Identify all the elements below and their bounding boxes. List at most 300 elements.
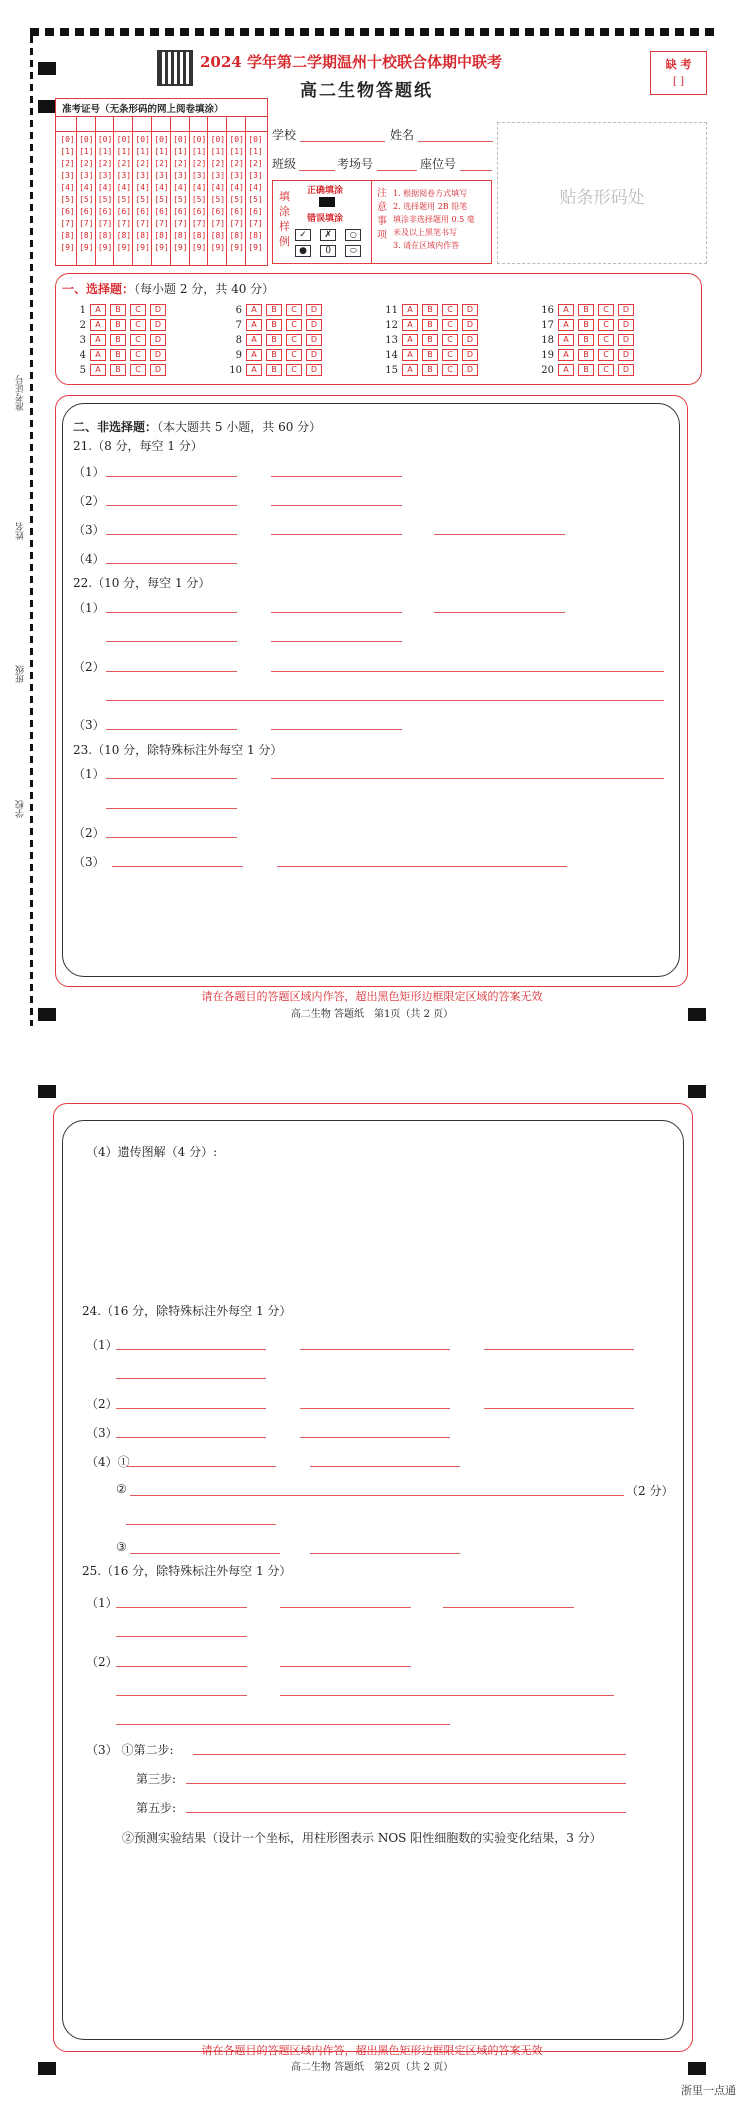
exam-number-column xyxy=(115,134,132,254)
mc-option-bubble[interactable]: D xyxy=(150,364,166,376)
q22-1-blank-d[interactable] xyxy=(106,641,237,642)
q21-1-blank-a[interactable] xyxy=(106,476,237,477)
exam-number-bubble[interactable]: [4] xyxy=(173,183,188,192)
q24-2-blank-a[interactable] xyxy=(116,1408,266,1409)
mc-question-number: 7 xyxy=(235,319,242,331)
exam-number-bubble[interactable]: [1] xyxy=(135,147,150,156)
q24-3-blank-b[interactable] xyxy=(300,1437,450,1438)
exam-number-bubble[interactable]: [4] xyxy=(135,183,150,192)
mc-option-bubble[interactable]: D xyxy=(150,349,166,361)
exam-number-bubble[interactable]: [2] xyxy=(210,159,226,168)
mc-option-bubble[interactable]: A xyxy=(558,364,574,376)
exam-number-bubble[interactable]: [1] xyxy=(173,147,188,156)
q22-3-blank-b[interactable] xyxy=(271,729,402,730)
q23-3-blank-b[interactable] xyxy=(277,866,567,867)
mc-option-bubble[interactable]: D xyxy=(462,364,478,376)
mc-option-bubble[interactable]: C xyxy=(442,319,458,331)
mc-question-row xyxy=(538,304,638,316)
exam-number-bubble[interactable]: [4] xyxy=(229,183,244,192)
exam-number-bubble[interactable]: [6] xyxy=(191,207,207,216)
exam-number-bubble[interactable]: [3] xyxy=(229,171,244,180)
mc-option-bubble[interactable]: A xyxy=(558,349,574,361)
exam-number-bubble[interactable]: [9] xyxy=(229,243,244,252)
exam-number-bubble[interactable]: [0] xyxy=(191,135,207,144)
q22-1-blank-a[interactable] xyxy=(106,612,237,613)
mc-option-bubble[interactable]: A xyxy=(558,319,574,331)
mc-question-row xyxy=(70,304,170,316)
mc-option-bubble[interactable]: D xyxy=(150,319,166,331)
mc-option-bubble[interactable]: C xyxy=(442,364,458,376)
mc-option-bubble[interactable]: B xyxy=(266,364,282,376)
mc-option-bubble[interactable]: A xyxy=(90,319,106,331)
side-label-name: 姓名 xyxy=(16,522,26,540)
exam-number-bubble[interactable]: [1] xyxy=(191,147,207,156)
q24-4-blank-c[interactable] xyxy=(130,1495,624,1496)
exam-number-bubble[interactable]: [0] xyxy=(60,135,75,144)
mc-option-bubble[interactable]: C xyxy=(286,304,302,316)
mc-option-bubble[interactable]: D xyxy=(306,349,322,361)
mc-option-bubble[interactable]: C xyxy=(130,349,146,361)
q22-2-blank-c[interactable] xyxy=(106,700,664,701)
q23-1-blank-b[interactable] xyxy=(271,778,664,779)
exam-number-bubble[interactable]: [5] xyxy=(60,195,75,204)
exam-title: 2024 学年第二学期温州十校联合体期中联考 xyxy=(200,53,502,71)
q24-1-blank-d[interactable] xyxy=(116,1378,266,1379)
exam-number-bubble[interactable]: [9] xyxy=(79,243,94,252)
mc-option-bubble[interactable]: A xyxy=(90,349,106,361)
mc-option-bubble[interactable]: B xyxy=(110,349,126,361)
mc-option-bubble[interactable]: D xyxy=(306,364,322,376)
exam-number-bubble[interactable]: [7] xyxy=(97,219,113,228)
mc-option-bubble[interactable]: D xyxy=(618,349,634,361)
mc-option-bubble[interactable]: D xyxy=(306,334,322,346)
q25-2-blank-b[interactable] xyxy=(280,1666,411,1667)
q24-4-blank-d[interactable] xyxy=(126,1524,276,1525)
q21-4-blank-a[interactable] xyxy=(106,563,237,564)
q24-1-label: （1） xyxy=(86,1338,118,1352)
side-label-class: 班级 xyxy=(16,665,26,683)
school-field[interactable] xyxy=(272,126,296,143)
q25-heading: 25.（16 分，除特殊标注外每空 1 分） xyxy=(82,1564,292,1578)
side-label-school: 学校 xyxy=(16,800,26,818)
exam-room-field[interactable] xyxy=(337,155,373,172)
mc-option-bubble[interactable]: B xyxy=(266,304,282,316)
q24-1-blank-c[interactable] xyxy=(484,1349,634,1350)
q24-1-blank-a[interactable] xyxy=(116,1349,266,1350)
q24-2-blank-c[interactable] xyxy=(484,1408,634,1409)
exam-number-bubble[interactable]: [9] xyxy=(248,243,263,252)
exam-number-bubble[interactable]: [5] xyxy=(191,195,207,204)
mc-question-row xyxy=(70,349,170,361)
q25-2-blank-a[interactable] xyxy=(116,1666,247,1667)
q23-1-blank-a[interactable] xyxy=(106,778,237,779)
exam-number-bubble[interactable]: [4] xyxy=(97,183,113,192)
mc-option-bubble[interactable]: D xyxy=(462,349,478,361)
q23-3-blank-a[interactable] xyxy=(112,866,243,867)
exam-number-bubble[interactable]: [9] xyxy=(154,243,169,252)
mc-option-bubble[interactable]: D xyxy=(150,304,166,316)
exam-number-bubble[interactable]: [0] xyxy=(173,135,188,144)
mc-option-bubble[interactable]: A xyxy=(246,364,262,376)
mc-option-bubble[interactable]: C xyxy=(286,334,302,346)
q22-3-blank-a[interactable] xyxy=(106,729,237,730)
exam-number-bubble[interactable]: [5] xyxy=(116,195,132,204)
mc-option-bubble[interactable]: C xyxy=(442,349,458,361)
exam-number-bubble[interactable]: [6] xyxy=(248,207,263,216)
exam-number-bubble[interactable]: [1] xyxy=(79,147,94,156)
mc-option-bubble[interactable]: B xyxy=(422,364,438,376)
name-label: 姓名 xyxy=(390,128,415,142)
exam-number-bubble[interactable]: [9] xyxy=(97,243,113,252)
mc-option-bubble[interactable]: C xyxy=(130,334,146,346)
exam-number-bubble[interactable]: [6] xyxy=(210,207,226,216)
mc-option-bubble[interactable]: D xyxy=(462,334,478,346)
exam-number-bubble[interactable]: [4] xyxy=(116,183,132,192)
mc-option-bubble[interactable]: B xyxy=(422,349,438,361)
exam-number-bubble[interactable]: [5] xyxy=(135,195,150,204)
exam-number-bubble[interactable]: [0] xyxy=(79,135,94,144)
mc-option-bubble[interactable]: A xyxy=(246,334,262,346)
q23-4-label: （4）遗传图解（4 分）: xyxy=(86,1145,218,1159)
q21-3-label: （3） xyxy=(73,523,105,537)
exam-number-bubble[interactable]: [2] xyxy=(79,159,94,168)
mc-option-bubble[interactable]: C xyxy=(598,349,614,361)
exam-number-bubble[interactable]: [6] xyxy=(116,207,132,216)
q21-3-blank-b[interactable] xyxy=(271,534,402,535)
exam-number-bubble[interactable]: [3] xyxy=(173,171,188,180)
mc-option-bubble[interactable]: B xyxy=(110,319,126,331)
mc-question-number: 11 xyxy=(385,304,398,316)
exam-number-bubble[interactable]: [1] xyxy=(97,147,113,156)
name-field[interactable] xyxy=(390,126,414,143)
q21-2-blank-a[interactable] xyxy=(106,505,237,506)
mc-option-bubble[interactable]: C xyxy=(286,319,302,331)
q23-1-blank-c[interactable] xyxy=(106,808,237,809)
mc-option-bubble[interactable]: C xyxy=(130,304,146,316)
mc-option-bubble[interactable]: C xyxy=(442,304,458,316)
exam-number-bubble[interactable]: [2] xyxy=(60,159,75,168)
mc-option-bubble[interactable]: B xyxy=(266,319,282,331)
mc-option-bubble[interactable]: D xyxy=(618,304,634,316)
exam-number-bubble[interactable]: [9] xyxy=(210,243,226,252)
exam-number-bubble[interactable]: [3] xyxy=(79,171,94,180)
q24-1-blank-b[interactable] xyxy=(300,1349,450,1350)
exam-number-bubble[interactable]: [7] xyxy=(135,219,150,228)
exam-number-bubble[interactable]: [7] xyxy=(229,219,244,228)
mc-option-bubble[interactable]: D xyxy=(306,304,322,316)
exam-number-bubble[interactable]: [8] xyxy=(116,231,132,240)
exam-number-bubble[interactable]: [3] xyxy=(97,171,113,180)
mc-option-bubble[interactable]: B xyxy=(578,364,594,376)
exam-number-bubble[interactable]: [5] xyxy=(229,195,244,204)
exam-number-bubble[interactable]: [0] xyxy=(135,135,150,144)
exam-number-bubble[interactable]: [7] xyxy=(191,219,207,228)
mc-option-bubble[interactable]: A xyxy=(558,304,574,316)
exam-number-bubble[interactable]: [3] xyxy=(154,171,169,180)
mc-option-bubble[interactable]: B xyxy=(266,334,282,346)
exam-number-bubble[interactable]: [7] xyxy=(79,219,94,228)
q25-2-blank-e[interactable] xyxy=(116,1724,450,1725)
exam-number-bubble[interactable]: [7] xyxy=(173,219,188,228)
section1-title: 一、选择题： xyxy=(62,282,135,296)
exam-number-bubble[interactable]: [0] xyxy=(116,135,132,144)
exam-number-bubble[interactable]: [4] xyxy=(248,183,263,192)
exam-number-bubble[interactable]: [2] xyxy=(173,159,188,168)
mc-option-bubble[interactable]: A xyxy=(246,319,262,331)
q21-1-label: （1） xyxy=(73,465,105,479)
mc-option-bubble[interactable]: C xyxy=(130,364,146,376)
q22-2-blank-a[interactable] xyxy=(106,671,237,672)
seat-field[interactable] xyxy=(420,155,456,172)
exam-number-column xyxy=(209,134,226,254)
mc-option-bubble[interactable]: D xyxy=(462,319,478,331)
exam-number-bubble[interactable]: [1] xyxy=(116,147,132,156)
exam-number-bubble[interactable]: [4] xyxy=(210,183,226,192)
q24-2-blank-b[interactable] xyxy=(300,1408,450,1409)
exam-number-bubble[interactable]: [7] xyxy=(154,219,169,228)
mc-option-bubble[interactable]: A xyxy=(246,349,262,361)
exam-number-bubble[interactable]: [1] xyxy=(229,147,244,156)
exam-number-bubble[interactable]: [5] xyxy=(154,195,169,204)
exam-number-bubble[interactable]: [1] xyxy=(154,147,169,156)
exam-number-column xyxy=(247,134,264,254)
exam-number-bubble[interactable]: [2] xyxy=(97,159,113,168)
exam-number-bubble[interactable]: [6] xyxy=(135,207,150,216)
exam-number-bubble[interactable]: [8] xyxy=(154,231,169,240)
correct-fill-label: 正确填涂 xyxy=(307,186,344,196)
q21-3-blank-a[interactable] xyxy=(106,534,237,535)
mc-option-bubble[interactable]: B xyxy=(578,304,594,316)
barcode-label: 贴条形码处 xyxy=(559,188,645,208)
q25-step2-blank[interactable] xyxy=(193,1754,626,1755)
q21-3-blank-c[interactable] xyxy=(434,534,565,535)
mc-option-bubble[interactable]: C xyxy=(598,364,614,376)
q25-1-blank-b[interactable] xyxy=(280,1607,411,1608)
exam-number-bubble[interactable]: [4] xyxy=(60,183,75,192)
mc-option-bubble[interactable]: A xyxy=(246,304,262,316)
footer-page1: 高二生物 答题纸 第1页（共 2 页） xyxy=(290,1009,454,1020)
q25-3-sub: （3） xyxy=(86,1743,118,1757)
exam-number-bubble[interactable]: [3] xyxy=(248,171,263,180)
mc-option-bubble[interactable]: A xyxy=(402,334,418,346)
mc-option-bubble[interactable]: A xyxy=(90,364,106,376)
exam-number-bubble[interactable]: [0] xyxy=(210,135,226,144)
exam-number-bubble[interactable]: [2] xyxy=(116,159,132,168)
multiple-choice-section xyxy=(55,273,702,385)
mc-option-bubble[interactable]: A xyxy=(402,304,418,316)
exam-number-bubble[interactable]: [5] xyxy=(248,195,263,204)
exam-number-bubble[interactable]: [9] xyxy=(135,243,150,252)
exam-number-grid[interactable] xyxy=(56,134,267,264)
q25-1-blank-c[interactable] xyxy=(443,1607,574,1608)
exam-number-bubble[interactable]: [6] xyxy=(173,207,188,216)
q23-2-blank-a[interactable] xyxy=(106,837,237,838)
exam-number-bubble[interactable]: [0] xyxy=(248,135,263,144)
mc-option-bubble[interactable]: C xyxy=(286,349,302,361)
q25-1-blank-a[interactable] xyxy=(116,1607,247,1608)
exam-number-bubble[interactable]: [8] xyxy=(79,231,94,240)
exam-number-bubble[interactable]: [8] xyxy=(191,231,207,240)
mc-option-bubble[interactable]: A xyxy=(402,364,418,376)
exam-number-bubble[interactable]: [0] xyxy=(154,135,169,144)
mc-option-bubble[interactable]: D xyxy=(618,319,634,331)
exam-number-bubble[interactable]: [4] xyxy=(79,183,94,192)
exam-number-bubble[interactable]: [8] xyxy=(97,231,113,240)
absent-box[interactable] xyxy=(650,51,707,95)
mc-option-bubble[interactable]: B xyxy=(578,349,594,361)
mc-option-bubble[interactable]: C xyxy=(598,304,614,316)
exam-number-bubble[interactable]: [8] xyxy=(135,231,150,240)
exam-number-bubble[interactable]: [7] xyxy=(210,219,226,228)
q25-3-label xyxy=(86,1741,174,1758)
exam-number-bubble[interactable]: [3] xyxy=(210,171,226,180)
exam-number-bubble[interactable]: [2] xyxy=(191,159,207,168)
exam-number-bubble[interactable]: [3] xyxy=(135,171,150,180)
mc-question-row xyxy=(538,334,638,346)
q24-4-blank-e[interactable] xyxy=(130,1553,280,1554)
q23-2-label: （2） xyxy=(73,826,105,840)
exam-number-bubble[interactable]: [8] xyxy=(248,231,263,240)
exam-number-bubble[interactable]: [3] xyxy=(191,171,207,180)
exam-number-bubble[interactable]: [6] xyxy=(154,207,169,216)
exam-number-bubble[interactable]: [6] xyxy=(60,207,75,216)
exam-number-bubble[interactable]: [8] xyxy=(173,231,188,240)
watermark: 浙里一点通 xyxy=(681,2084,736,2097)
exam-number-bubble[interactable]: [4] xyxy=(154,183,169,192)
mc-option-bubble[interactable]: D xyxy=(150,334,166,346)
mc-option-bubble[interactable]: C xyxy=(286,364,302,376)
exam-number-column xyxy=(153,134,170,254)
q24-4-blank-b[interactable] xyxy=(310,1466,460,1467)
exam-number-bubble[interactable]: [0] xyxy=(229,135,244,144)
exam-number-bubble[interactable]: [7] xyxy=(248,219,263,228)
mc-option-bubble[interactable]: D xyxy=(462,304,478,316)
q21-2-label: （2） xyxy=(73,494,105,508)
exam-number-bubble[interactable]: [5] xyxy=(210,195,226,204)
mc-question-number: 10 xyxy=(229,364,242,376)
exam-number-bubble[interactable]: [3] xyxy=(60,171,75,180)
q24-4-blank-f[interactable] xyxy=(310,1553,460,1554)
exam-number-bubble[interactable]: [9] xyxy=(173,243,188,252)
exam-number-column xyxy=(78,134,95,254)
exam-number-bubble[interactable]: [6] xyxy=(97,207,113,216)
q22-heading: 22.（10 分，每空 1 分） xyxy=(73,576,211,590)
mc-option-bubble[interactable]: D xyxy=(306,319,322,331)
exam-number-bubble[interactable]: [7] xyxy=(116,219,132,228)
mc-option-bubble[interactable]: B xyxy=(578,319,594,331)
mc-option-bubble[interactable]: C xyxy=(598,319,614,331)
school-label: 学校 xyxy=(272,128,297,142)
mc-option-bubble[interactable]: B xyxy=(110,334,126,346)
q21-2-blank-b[interactable] xyxy=(271,505,402,506)
exam-number-bubble[interactable]: [9] xyxy=(60,243,75,252)
mc-option-bubble[interactable]: A xyxy=(90,334,106,346)
exam-number-bubble[interactable]: [4] xyxy=(191,183,207,192)
exam-number-bubble[interactable]: [1] xyxy=(60,147,75,156)
exam-number-bubble[interactable]: [2] xyxy=(135,159,150,168)
exam-number-bubble[interactable]: [2] xyxy=(229,159,244,168)
exam-number-bubble[interactable]: [6] xyxy=(79,207,94,216)
exam-number-bubble[interactable]: [5] xyxy=(79,195,94,204)
mc-question-number: 13 xyxy=(385,334,398,346)
exam-number-bubble[interactable]: [1] xyxy=(248,147,263,156)
q25-1-blank-d[interactable] xyxy=(116,1636,247,1637)
exam-number-bubble[interactable]: [6] xyxy=(229,207,244,216)
mc-option-bubble[interactable]: B xyxy=(578,334,594,346)
side-label-exam-no: 准考证号 xyxy=(16,375,26,411)
note-item: 1. 根据阅卷方式填写 xyxy=(393,189,468,198)
mc-option-bubble[interactable]: B xyxy=(110,304,126,316)
q24-3-blank-a[interactable] xyxy=(116,1437,266,1438)
q22-1-blank-e[interactable] xyxy=(271,641,402,642)
note-item: 米及以上黑笔书写 xyxy=(393,228,457,237)
q22-1-blank-c[interactable] xyxy=(434,612,565,613)
exam-number-bubble[interactable]: [9] xyxy=(191,243,207,252)
q24-4-blank-a[interactable] xyxy=(126,1466,276,1467)
mc-option-bubble[interactable]: A xyxy=(402,349,418,361)
mc-option-bubble[interactable]: B xyxy=(266,349,282,361)
correct-fill-sample xyxy=(319,197,335,207)
mc-option-bubble[interactable]: C xyxy=(598,334,614,346)
exam-number-column xyxy=(134,134,151,254)
exam-number-bubble[interactable]: [0] xyxy=(97,135,113,144)
free-response-area xyxy=(62,403,680,977)
mc-option-bubble[interactable]: B xyxy=(110,364,126,376)
q25-step2-label: ①第二步: xyxy=(121,1743,174,1757)
mc-option-bubble[interactable]: A xyxy=(558,334,574,346)
class-field[interactable] xyxy=(272,155,296,172)
exam-number-bubble[interactable]: [8] xyxy=(60,231,75,240)
q21-4-label: （4） xyxy=(73,552,105,566)
mc-option-bubble[interactable]: B xyxy=(422,319,438,331)
timing-marks-top xyxy=(30,28,714,36)
q21-1-blank-b[interactable] xyxy=(271,476,402,477)
q25-2-blank-d[interactable] xyxy=(280,1695,614,1696)
mc-question-number: 17 xyxy=(541,319,554,331)
mc-question-row xyxy=(382,304,482,316)
mc-option-bubble[interactable]: A xyxy=(90,304,106,316)
exam-number-bubble[interactable]: [5] xyxy=(173,195,188,204)
mc-option-bubble[interactable]: B xyxy=(422,304,438,316)
exam-number-bubble[interactable]: [9] xyxy=(116,243,132,252)
mc-option-bubble[interactable]: B xyxy=(422,334,438,346)
q25-2-label: （2） xyxy=(86,1655,118,1669)
exam-number-bubble[interactable]: [8] xyxy=(229,231,244,240)
exam-number-bubble[interactable]: [2] xyxy=(154,159,169,168)
q25-2-blank-c[interactable] xyxy=(116,1695,247,1696)
multiple-choice-grid[interactable] xyxy=(70,304,690,380)
mc-option-bubble[interactable]: A xyxy=(402,319,418,331)
exam-number-bubble[interactable]: [1] xyxy=(210,147,226,156)
mc-option-bubble[interactable]: D xyxy=(618,364,634,376)
mc-option-bubble[interactable]: D xyxy=(618,334,634,346)
q22-2-blank-b[interactable] xyxy=(271,671,664,672)
absent-checkbox[interactable]: [ ] xyxy=(673,76,684,87)
exam-number-bubble[interactable]: [2] xyxy=(248,159,263,168)
exam-number-bubble[interactable]: [8] xyxy=(210,231,226,240)
exam-number-bubble[interactable]: [3] xyxy=(116,171,132,180)
q25-step3-blank[interactable] xyxy=(186,1783,626,1784)
section2-title: 二、非选择题： xyxy=(73,420,158,434)
mc-question-row xyxy=(538,349,638,361)
mc-option-bubble[interactable]: C xyxy=(442,334,458,346)
q22-1-blank-b[interactable] xyxy=(271,612,402,613)
exam-number-bubble[interactable]: [7] xyxy=(60,219,75,228)
exam-number-bubble[interactable]: [5] xyxy=(97,195,113,204)
mc-option-bubble[interactable]: C xyxy=(130,319,146,331)
mc-question-number: 9 xyxy=(235,349,242,361)
q25-step5-blank[interactable] xyxy=(186,1812,626,1813)
